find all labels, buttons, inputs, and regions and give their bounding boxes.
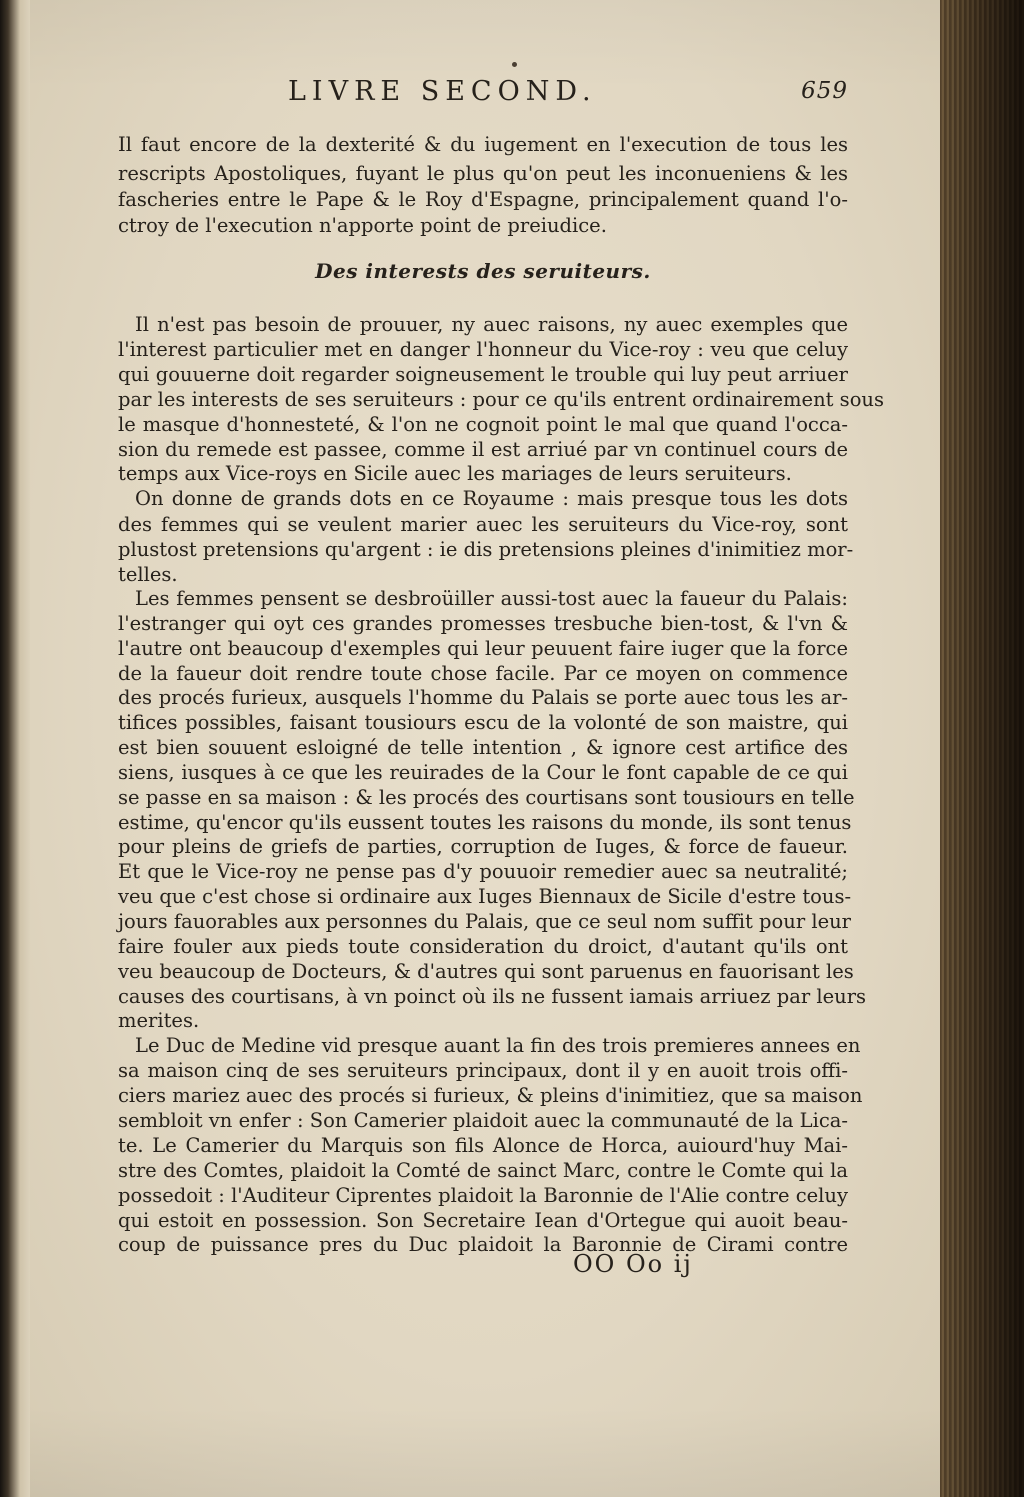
text-line: le masque d'honnesteté, & l'on ne cognoit point le mal que quand l'occa- (118, 413, 848, 436)
text-line: On donne de grands dots en ce Royaume : mais presque tous les dots (135, 487, 848, 510)
page-leaf (30, 0, 942, 1497)
text-line: des procés furieux, ausquels l'homme du Palais se porte auec tous les ar- (118, 686, 848, 709)
signature-mark: OO Oo ij (573, 1250, 693, 1278)
text-line: par les interests de ses seruiteurs : pour ce qu'ils entrent ordinairement sous (118, 388, 884, 411)
text-line: se passe en sa maison : & les procés des courtisans sont tousiours en telle (118, 786, 855, 809)
text-line: ctroy de l'execution n'apporte point de preiudice. (118, 214, 607, 237)
text-line: veu beaucoup de Docteurs, & d'autres qui sont paruenus en fauorisant les (118, 960, 854, 983)
text-line: jours fauorables aux personnes du Palais, que ce seul nom suffit pour leur (118, 910, 851, 933)
text-line: pour pleins de griefs de parties, corruption de Iuges, & force de faueur. (118, 835, 848, 858)
book-fore-edge (940, 0, 1024, 1497)
text-line: coup de puissance pres du Duc plaidoit la Baronnie de Cirami contre (118, 1233, 848, 1256)
text-line: Il faut encore de la dexterité & du iugement en l'execution de tous les (118, 133, 848, 156)
text-line: Le Duc de Medine vid presque auant la fin des trois premieres annees en (135, 1034, 861, 1057)
text-line: l'autre ont beaucoup d'exemples qui leur peuuent faire iuger que la force (118, 637, 848, 660)
text-line: fascheries entre le Pape & le Roy d'Espagne, principalement quand l'o- (118, 188, 848, 211)
running-head (288, 76, 848, 116)
page-number: 659 (801, 78, 848, 104)
text-line: l'estranger qui oyt ces grandes promesses tresbuche bien-tost, & l'vn & (118, 612, 848, 635)
text-line: Et que le Vice-roy ne pense pas d'y pouuoir remedier auec sa neutralité; (118, 860, 848, 883)
text-line: Les femmes pensent se desbroüiller aussi-tost auec la faueur du Palais: (135, 587, 848, 610)
text-line: possedoit : l'Auditeur Ciprentes plaidoit la Baronnie de l'Alie contre celuy (118, 1184, 848, 1207)
text-line: causes des courtisans, à vn poinct où ils ne fussent iamais arriuez par leurs (118, 985, 867, 1008)
text-line: sion du remede est passee, comme il est arriué par vn continuel cours de (118, 438, 848, 461)
text-line: des femmes qui se veulent marier auec les seruiteurs du Vice-roy, sont (118, 513, 848, 536)
text-line: siens, iusques à ce que les reuirades de la Cour le font capable de ce qui (118, 761, 848, 784)
text-line: ciers mariez auec des procés si furieux, & pleins d'inimitiez, que sa maison (118, 1084, 863, 1107)
text-line: telles. (118, 563, 178, 586)
text-line: Il n'est pas besoin de prouuer, ny auec raisons, ny auec exemples que (135, 313, 848, 336)
text-line: l'interest particulier met en danger l'honneur du Vice-roy : veu que celuy (118, 338, 848, 361)
text-line: est bien souuent esloigné de telle intention , & ignore cest artifice des (118, 736, 848, 759)
running-title: LIVRE SECOND. (288, 76, 597, 107)
text-line: temps aux Vice-roys en Sicile auec les mariages de leurs seruiteurs. (118, 462, 792, 485)
text-line: veu que c'est chose si ordinaire aux Iuges Biennaux de Sicile d'estre tous- (118, 885, 852, 908)
text-line: estime, qu'encor qu'ils eussent toutes les raisons du monde, ils sont tenus (118, 811, 852, 834)
text-line: merites. (118, 1009, 200, 1032)
text-line: faire fouler aux pieds toute consideration du droict, d'autant qu'ils ont (118, 935, 848, 958)
ink-mark (512, 62, 517, 67)
text-line: sa maison cinq de ses seruiteurs principaux, dont il y en auoit trois offi- (118, 1059, 848, 1082)
text-line: qui gouuerne doit regarder soigneusement le trouble qui luy peut arriuer (118, 363, 848, 386)
text-line: de la faueur doit rendre toute chose facile. Par ce moyen on commence (118, 662, 848, 685)
text-line: plustost pretensions qu'argent : ie dis pretensions pleines d'inimitiez mor- (118, 538, 854, 561)
section-heading: Des interests des seruiteurs. (315, 259, 651, 283)
previous-page-edge (0, 0, 30, 1497)
text-line: stre des Comtes, plaidoit la Comté de sainct Marc, contre le Comte qui la (118, 1159, 848, 1182)
text-line: qui estoit en possession. Son Secretaire Iean d'Ortegue qui auoit beau- (118, 1209, 848, 1232)
text-line: sembloit vn enfer : Son Camerier plaidoit auec la communauté de la Lica- (118, 1109, 848, 1132)
text-line: rescripts Apostoliques, fuyant le plus qu'on peut les inconueniens & les (118, 162, 848, 185)
text-line: tifices possibles, faisant tousiours escu de la volonté de son maistre, qui (118, 711, 848, 734)
text-line: te. Le Camerier du Marquis son fils Alonce de Horca, auiourd'huy Mai- (118, 1134, 848, 1157)
